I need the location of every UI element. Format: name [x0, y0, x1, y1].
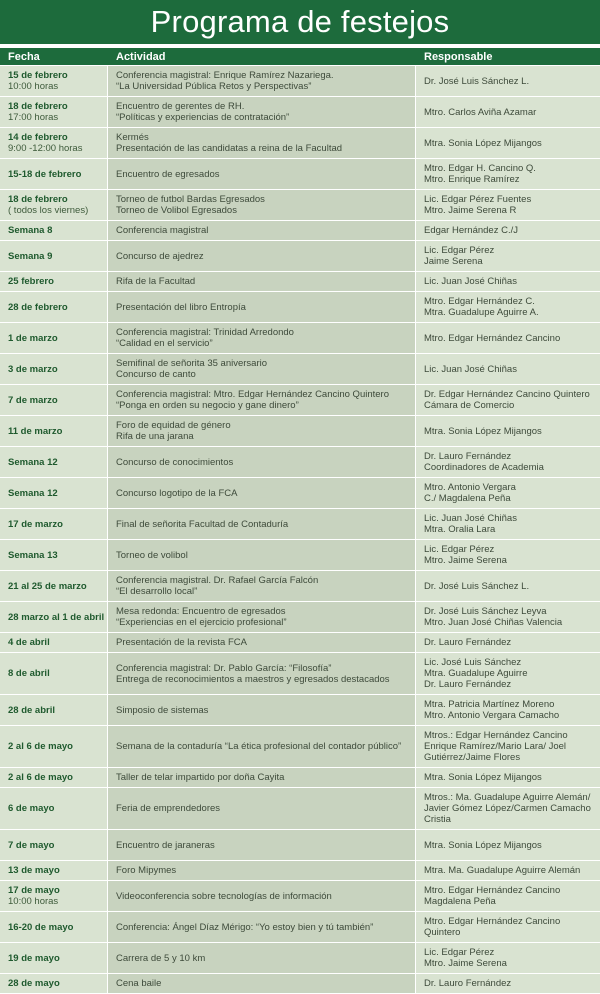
cell-actividad — [108, 385, 416, 415]
table-row — [0, 292, 600, 323]
responsable-line: Mtro. Edgar Hernández Cancino — [424, 332, 561, 344]
cell-responsable — [416, 241, 600, 271]
table-row — [0, 97, 600, 128]
header-fecha: Fecha — [8, 51, 40, 63]
actividad-line: Cena baile — [116, 978, 162, 989]
cell-responsable — [416, 881, 600, 911]
responsable-line: Mtro. Jaime Serena — [424, 555, 507, 566]
actividad-line: “Políticas y experiencias de contratación” — [116, 112, 290, 123]
cell-actividad — [108, 323, 416, 353]
cell-fecha — [0, 912, 108, 942]
cell-fecha — [0, 633, 108, 652]
responsable-line: Mtra. Guadalupe Aguirre A. — [424, 307, 539, 318]
cell-responsable — [416, 159, 600, 189]
fecha-line: 21 al 25 de marzo — [8, 580, 87, 592]
responsable-line: Mtro. Jaime Serena R — [424, 205, 517, 216]
actividad-line: Torneo de Volibol Egresados — [116, 205, 237, 216]
cell-fecha — [0, 571, 108, 601]
actividad-line: “Calidad en el servicio” — [116, 338, 213, 349]
actividad-line: Semana de la contaduría “La ética profesional del contador público” — [116, 741, 402, 752]
cell-responsable — [416, 447, 600, 477]
cell-responsable — [416, 653, 600, 694]
table-row — [0, 221, 600, 241]
responsable-line: Mtro. Enrique Ramírez — [424, 174, 520, 185]
cell-responsable — [416, 323, 600, 353]
cell-fecha — [0, 97, 108, 127]
actividad-line: Conferencia magistral: Enrique Ramírez Nazariega. — [116, 70, 334, 81]
actividad-line: Rifa de la Facultad — [116, 276, 196, 287]
actividad-line: Conferencia magistral. Dr. Rafael García Falcón — [116, 575, 319, 586]
actividad-line: Presentación de las candidatas a reina de la Facultad — [116, 143, 343, 154]
table-row — [0, 633, 600, 653]
cell-fecha — [0, 447, 108, 477]
cell-fecha — [0, 66, 108, 96]
cell-fecha — [0, 974, 108, 993]
cell-fecha — [0, 354, 108, 384]
cell-fecha — [0, 385, 108, 415]
actividad-line: Final de señorita Facultad de Contaduría — [116, 518, 289, 530]
cell-actividad — [108, 602, 416, 632]
fecha-line: 9:00 -12:00 horas — [8, 143, 83, 154]
table-row — [0, 447, 600, 478]
fecha-line: Semana 12 — [8, 456, 58, 468]
cell-actividad — [108, 633, 416, 652]
table-row — [0, 190, 600, 221]
table-row — [0, 416, 600, 447]
cell-fecha — [0, 292, 108, 322]
table-row — [0, 354, 600, 385]
cell-fecha — [0, 768, 108, 787]
schedule-table — [0, 66, 600, 994]
table-row — [0, 159, 600, 190]
cell-responsable — [416, 571, 600, 601]
cell-fecha — [0, 602, 108, 632]
fecha-line: 10:00 horas — [8, 896, 59, 907]
table-row — [0, 830, 600, 861]
responsable-line: Dr. Edgar Hernández Cancino Quintero — [424, 389, 590, 400]
cell-actividad — [108, 190, 416, 220]
table-row — [0, 602, 600, 633]
actividad-line: “El desarrollo local” — [116, 586, 198, 597]
table-row — [0, 323, 600, 354]
fecha-line: 7 de mayo — [8, 839, 55, 851]
actividad-line: Videoconferencia sobre tecnologías de información — [116, 890, 332, 902]
fecha-line: 14 de febrero — [8, 132, 68, 143]
header-actividad: Actividad — [116, 51, 166, 63]
fecha-line: 16-20 de mayo — [8, 921, 74, 933]
cell-actividad — [108, 221, 416, 240]
fecha-line: 10:00 horas — [8, 81, 59, 92]
cell-actividad — [108, 97, 416, 127]
cell-responsable — [416, 190, 600, 220]
page-title: Programa de festejos — [0, 0, 600, 44]
actividad-line: Conferencia magistral: Dr. Pablo García: “Filosofía” — [116, 662, 332, 674]
cell-responsable — [416, 912, 600, 942]
fecha-line: Semana 13 — [8, 549, 58, 561]
responsable-line: Mtros.: Ma. Guadalupe Aguirre Alemán/ — [424, 792, 591, 803]
cell-actividad — [108, 974, 416, 993]
fecha-line: 15-18 de febrero — [8, 168, 82, 180]
responsable-line: Mtra. Ma. Guadalupe Aguirre Alemán — [424, 865, 581, 876]
fecha-line: 25 febrero — [8, 276, 54, 287]
table-row — [0, 881, 600, 912]
responsable-line: Dr. José Luis Sánchez L. — [424, 75, 530, 87]
responsable-line: Cristia — [424, 814, 451, 825]
table-row — [0, 974, 600, 994]
actividad-line: Conferencia magistral: Mtro. Edgar Hernández Cancino Quintero — [116, 389, 389, 400]
cell-responsable — [416, 292, 600, 322]
responsable-line: Magdalena Peña — [424, 896, 496, 907]
fecha-line: Semana 12 — [8, 487, 58, 499]
cell-fecha — [0, 128, 108, 158]
cell-actividad — [108, 241, 416, 271]
responsable-line: Cámara de Comercio — [424, 400, 515, 411]
cell-actividad — [108, 159, 416, 189]
actividad-line: Concurso logotipo de la FCA — [116, 487, 238, 499]
actividad-line: Mesa redonda: Encuentro de egresados — [116, 606, 286, 617]
cell-responsable — [416, 385, 600, 415]
responsable-line: Lic. Juan José Chiñas — [424, 513, 517, 524]
cell-responsable — [416, 509, 600, 539]
actividad-line: Conferencia magistral — [116, 225, 209, 236]
responsable-line: Jaime Serena — [424, 256, 483, 267]
responsable-line: Javier Gómez López/Carmen Camacho — [424, 803, 591, 814]
responsable-line: Dr. Lauro Fernández — [424, 451, 512, 462]
cell-actividad — [108, 416, 416, 446]
fecha-line: 2 al 6 de mayo — [8, 741, 73, 752]
actividad-line: Conferencia magistral: Trinidad Arredondo — [116, 327, 294, 338]
cell-actividad — [108, 788, 416, 829]
actividad-line: Simposio de sistemas — [116, 704, 209, 716]
responsable-line: Mtra. Patricia Martínez Moreno — [424, 699, 555, 710]
actividad-line: Foro Mipymes — [116, 865, 177, 876]
responsable-line: Dr. José Luis Sánchez L. — [424, 580, 530, 592]
fecha-line: 28 de abril — [8, 704, 55, 716]
cell-actividad — [108, 912, 416, 942]
responsable-line: Lic. Juan José Chiñas — [424, 276, 517, 287]
responsable-line: Mtra. Guadalupe Aguirre — [424, 668, 528, 679]
responsable-line: Dr. Lauro Fernández — [424, 679, 512, 690]
actividad-line: Concurso de canto — [116, 369, 196, 380]
cell-actividad — [108, 695, 416, 725]
fecha-line: 28 de mayo — [8, 978, 60, 989]
cell-actividad — [108, 830, 416, 860]
cell-actividad — [108, 943, 416, 973]
table-row — [0, 912, 600, 943]
responsable-line: C./ Magdalena Peña — [424, 493, 511, 504]
cell-actividad — [108, 768, 416, 787]
actividad-line: Feria de emprendedores — [116, 803, 221, 814]
table-row — [0, 128, 600, 159]
cell-fecha — [0, 478, 108, 508]
cell-responsable — [416, 695, 600, 725]
table-row — [0, 66, 600, 97]
responsable-line: Lic. Edgar Pérez — [424, 947, 495, 958]
table-row — [0, 509, 600, 540]
cell-actividad — [108, 292, 416, 322]
cell-responsable — [416, 861, 600, 880]
fecha-line: 2 al 6 de mayo — [8, 772, 73, 783]
cell-fecha — [0, 830, 108, 860]
responsable-line: Mtro. Edgar Hernández C. — [424, 296, 535, 307]
actividad-line: Conferencia: Ángel Díaz Mérigo: “Yo estoy bien y tú también” — [116, 921, 374, 933]
responsable-line: Mtro. Antonio Vergara — [424, 482, 516, 493]
fecha-line: ( todos los viernes) — [8, 205, 89, 216]
actividad-line: Torneo de volibol — [116, 549, 188, 561]
cell-responsable — [416, 66, 600, 96]
table-row — [0, 653, 600, 695]
fecha-line: Semana 9 — [8, 250, 53, 262]
table-row — [0, 478, 600, 509]
cell-actividad — [108, 272, 416, 291]
actividad-line: “Experiencias en el ejercicio profesional” — [116, 617, 287, 628]
fecha-line: 13 de mayo — [8, 865, 60, 876]
cell-fecha — [0, 540, 108, 570]
responsable-line: Mtro. Juan José Chiñas Valencia — [424, 617, 563, 628]
responsable-line: Mtra. Oralia Lara — [424, 524, 496, 535]
responsable-line: Enrique Ramírez/Mario Lara/ Joel — [424, 741, 567, 752]
cell-actividad — [108, 540, 416, 570]
responsable-line: Mtro. Edgar H. Cancino Q. — [424, 163, 536, 174]
cell-responsable — [416, 974, 600, 993]
cell-actividad — [108, 653, 416, 694]
responsable-line: Mtro. Jaime Serena — [424, 958, 507, 969]
fecha-line: 3 de marzo — [8, 363, 58, 375]
cell-responsable — [416, 221, 600, 240]
cell-responsable — [416, 768, 600, 787]
cell-fecha — [0, 943, 108, 973]
actividad-line: Carrera de 5 y 10 km — [116, 952, 206, 964]
cell-fecha — [0, 416, 108, 446]
cell-responsable — [416, 788, 600, 829]
header-responsable: Responsable — [424, 51, 493, 63]
fecha-line: 4 de abril — [8, 637, 50, 648]
cell-responsable — [416, 478, 600, 508]
cell-responsable — [416, 633, 600, 652]
cell-fecha — [0, 861, 108, 880]
table-row — [0, 241, 600, 272]
responsable-line: Lic. José Luis Sánchez — [424, 657, 522, 668]
table-row — [0, 695, 600, 726]
responsable-line: Mtra. Sonia López Mijangos — [424, 839, 542, 851]
responsable-line: Mtro. Edgar Hernández Cancino — [424, 916, 561, 927]
actividad-line: Encuentro de gerentes de RH. — [116, 101, 245, 112]
cell-fecha — [0, 241, 108, 271]
fecha-line: 17 de marzo — [8, 518, 63, 530]
cell-responsable — [416, 97, 600, 127]
cell-actividad — [108, 881, 416, 911]
fecha-line: 28 de febrero — [8, 301, 68, 313]
responsable-line: Mtra. Sonia López Mijangos — [424, 137, 542, 149]
cell-fecha — [0, 881, 108, 911]
cell-actividad — [108, 509, 416, 539]
responsable-line: Mtro. Carlos Aviña Azamar — [424, 106, 537, 118]
actividad-line: Torneo de futbol Bardas Egresados — [116, 194, 265, 205]
fecha-line: Semana 8 — [8, 225, 53, 236]
cell-responsable — [416, 726, 600, 767]
cell-fecha — [0, 788, 108, 829]
actividad-line: Presentación del libro Entropía — [116, 301, 246, 313]
cell-fecha — [0, 221, 108, 240]
actividad-line: Encuentro de egresados — [116, 168, 220, 180]
cell-responsable — [416, 416, 600, 446]
actividad-line: Presentación de la revista FCA — [116, 637, 247, 648]
table-header — [0, 48, 600, 65]
cell-responsable — [416, 540, 600, 570]
cell-fecha — [0, 653, 108, 694]
cell-fecha — [0, 272, 108, 291]
cell-responsable — [416, 354, 600, 384]
responsable-line: Edgar Hernández C./J — [424, 225, 518, 236]
table-row — [0, 272, 600, 292]
cell-responsable — [416, 943, 600, 973]
responsable-line: Lic. Juan José Chiñas — [424, 363, 517, 375]
actividad-line: Concurso de conocimientos — [116, 456, 234, 468]
cell-actividad — [108, 478, 416, 508]
fecha-line: 19 de mayo — [8, 952, 60, 964]
cell-actividad — [108, 861, 416, 880]
actividad-line: Rifa de una jarana — [116, 431, 194, 442]
responsable-line: Mtra. Sonia López Mijangos — [424, 772, 542, 783]
fecha-line: 1 de marzo — [8, 332, 58, 344]
actividad-line: “Ponga en orden su negocio y gane dinero” — [116, 400, 299, 411]
actividad-line: Taller de telar impartido por doña Cayita — [116, 772, 285, 783]
cell-responsable — [416, 272, 600, 291]
fecha-line: 8 de abril — [8, 668, 50, 679]
table-row — [0, 571, 600, 602]
cell-fecha — [0, 159, 108, 189]
cell-actividad — [108, 571, 416, 601]
cell-fecha — [0, 695, 108, 725]
fecha-line: 15 de febrero — [8, 70, 68, 81]
fecha-line: 18 de febrero — [8, 101, 68, 112]
table-row — [0, 726, 600, 768]
cell-fecha — [0, 323, 108, 353]
responsable-line: Lic. Edgar Pérez — [424, 245, 495, 256]
responsable-line: Gutiérrez/Jaime Flores — [424, 752, 521, 763]
fecha-line: 6 de mayo — [8, 803, 55, 814]
cell-actividad — [108, 66, 416, 96]
cell-fecha — [0, 726, 108, 767]
cell-actividad — [108, 447, 416, 477]
fecha-line: 17:00 horas — [8, 112, 59, 123]
cell-actividad — [108, 354, 416, 384]
cell-fecha — [0, 509, 108, 539]
responsable-line: Quintero — [424, 927, 461, 938]
table-row — [0, 788, 600, 830]
table-row — [0, 540, 600, 571]
responsable-line: Mtros.: Edgar Hernández Cancino — [424, 730, 568, 741]
fecha-line: 28 marzo al 1 de abril — [8, 611, 105, 623]
table-row — [0, 861, 600, 881]
responsable-line: Coordinadores de Academia — [424, 462, 544, 473]
actividad-line: Concurso de ajedrez — [116, 250, 204, 262]
responsable-line: Mtro. Antonio Vergara Camacho — [424, 710, 560, 721]
table-row — [0, 385, 600, 416]
cell-responsable — [416, 602, 600, 632]
table-row — [0, 943, 600, 974]
responsable-line: Lic. Edgar Pérez — [424, 544, 495, 555]
fecha-line: 7 de marzo — [8, 394, 58, 406]
table-row — [0, 768, 600, 788]
actividad-line: Foro de equidad de género — [116, 420, 231, 431]
actividad-line: Kermés — [116, 132, 149, 143]
responsable-line: Mtra. Sonia López Mijangos — [424, 425, 542, 437]
fecha-line: 17 de mayo — [8, 885, 60, 896]
responsable-line: Mtro. Edgar Hernández Cancino — [424, 885, 561, 896]
fecha-line: 18 de febrero — [8, 194, 68, 205]
cell-responsable — [416, 830, 600, 860]
fecha-line: 11 de marzo — [8, 425, 63, 437]
responsable-line: Lic. Edgar Pérez Fuentes — [424, 194, 532, 205]
actividad-line: Semifinal de señorita 35 aniversario — [116, 358, 268, 369]
actividad-line: “La Universidad Pública Retos y Perspectivas” — [116, 81, 312, 92]
actividad-line: Encuentro de jaraneras — [116, 839, 215, 851]
cell-fecha — [0, 190, 108, 220]
actividad-line: Entrega de reconocimientos a maestros y egresados destacados — [116, 673, 390, 685]
cell-responsable — [416, 128, 600, 158]
responsable-line: Dr. Lauro Fernández — [424, 637, 512, 648]
responsable-line: Dr. José Luis Sánchez Leyva — [424, 606, 547, 617]
cell-actividad — [108, 128, 416, 158]
responsable-line: Dr. Lauro Fernández — [424, 978, 512, 989]
cell-actividad — [108, 726, 416, 767]
